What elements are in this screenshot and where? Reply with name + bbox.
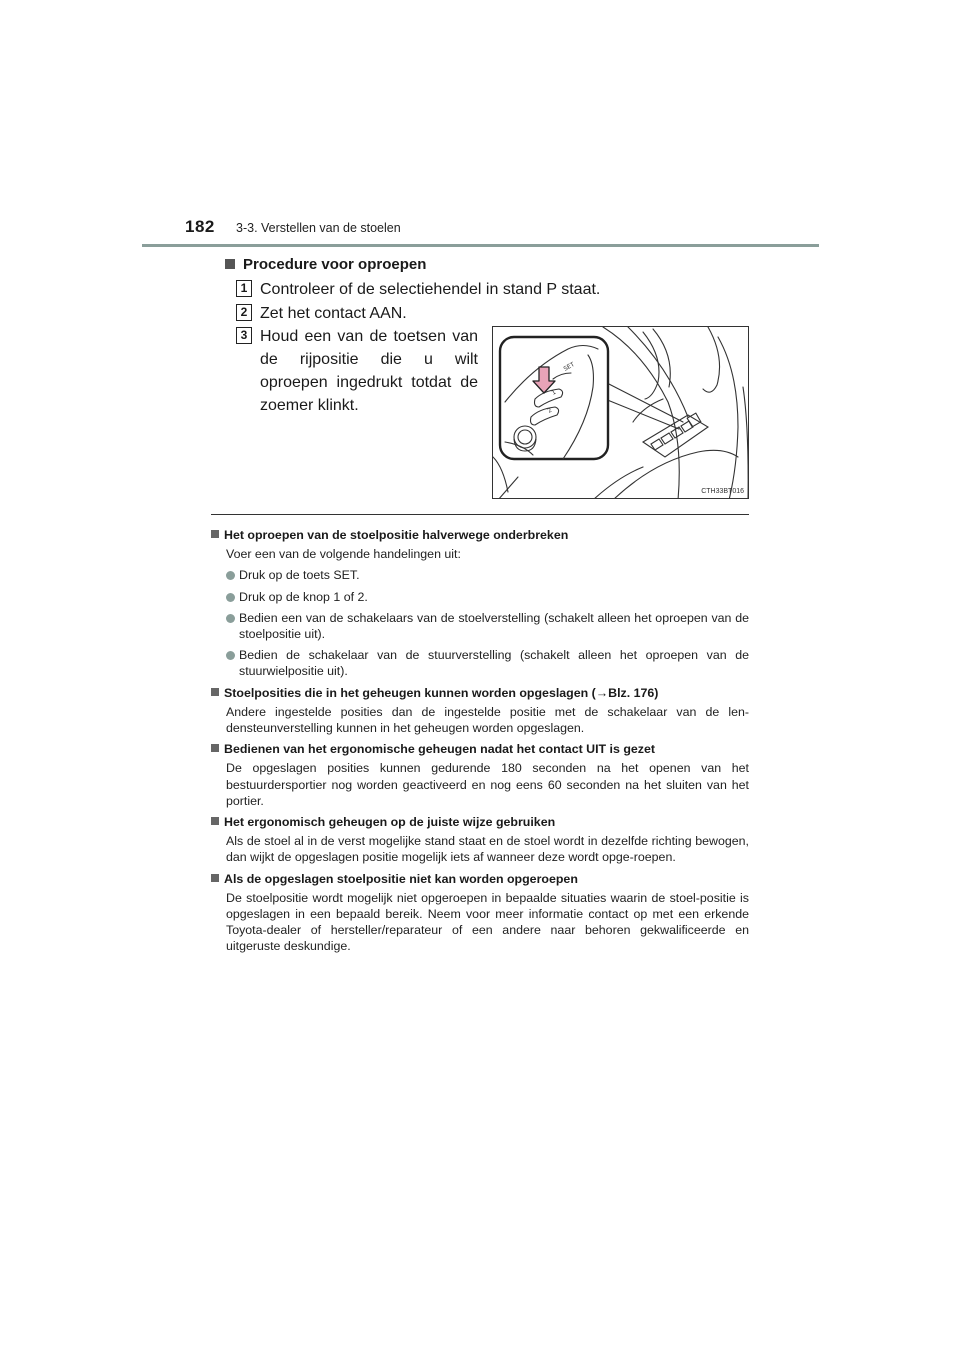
list-item — [226, 610, 749, 642]
running-header: 3-3. Verstellen van de stoelen — [236, 221, 401, 235]
step-text: Houd een van de toetsen van de rijpositie die u wilt oproepen ingedrukt totdat de zoemer klinkt. — [260, 328, 478, 414]
square-bullet-icon — [211, 744, 219, 752]
header-rule — [142, 244, 819, 247]
door-memory-switch-illustration — [492, 326, 749, 499]
page-number: 182 — [185, 217, 215, 236]
note-heading-text: Bedienen van het ergonomische geheugen nadat het contact UIT is gezet — [224, 742, 655, 757]
square-bullet-icon — [211, 874, 219, 882]
procedure-heading — [225, 256, 426, 273]
list-item-text: Druk op de toets SET. — [239, 568, 360, 583]
note-heading-text: Het ergonomisch geheugen op de juiste wijze gebruiken — [224, 815, 556, 830]
note-body: Als de stoel al in de verst mogelijke stand staat en de stoel wordt in dezelfde richting bewogen, dan wijkt de opgeslagen positie mogelijk iets af wanneer deze wordt opge-roepen. — [226, 834, 749, 865]
step-number-badge: 3 — [236, 327, 252, 344]
list-item-text: Druk op de knop 1 of 2. — [239, 589, 368, 604]
notes-rule — [211, 514, 749, 515]
square-bullet-icon — [225, 259, 235, 269]
note-heading — [211, 741, 749, 757]
note-body: De opgeslagen posities kunnen gedurende 180 seconden na het openen van het bestuurdersportier nog worden geactiveerd en nog eens 60 seconden na het sluiten van het portier. — [226, 761, 749, 808]
door-panel-drawing — [493, 327, 749, 499]
figure-code: CTH33BT016 — [701, 488, 744, 495]
step-number-badge: 2 — [236, 304, 252, 321]
step-number-badge: 1 — [236, 280, 252, 297]
note-heading — [211, 527, 749, 543]
bullet-dot-icon — [226, 614, 235, 623]
list-item-text: Bedien de schakelaar van de stuurverstelling (schakelt alleen het oproepen van de stuurwielpositie uit). — [239, 648, 749, 679]
step-text: Zet het contact AAN. — [260, 305, 407, 322]
note-heading-text: Het oproepen van de stoelpositie halverwege onderbreken — [224, 528, 569, 542]
note-heading-text: Als de opgeslagen stoelpositie niet kan worden opgeroepen — [224, 871, 578, 886]
bullet-dot-icon — [226, 593, 235, 602]
square-bullet-icon — [211, 817, 219, 825]
bullet-dot-icon — [226, 651, 235, 660]
note-body: De stoelpositie wordt mogelijk niet opgeroepen in bepaalde situaties waarin de stoel-positie is opgeslagen in een bepaald bereik. Neem voor meer informatie contact op met een erkende Toyota-dealer of hersteller/reparateur of een andere naar behoren gekwalificeerde en uitgeruste deskundige. — [226, 890, 749, 954]
note-body: Andere ingestelde posities dan de ingestelde positie met de schakelaar van de len-densteunverstelling kunnen in het geheugen worden opgeslagen. — [226, 704, 749, 736]
svg-text:SET: SET — [562, 361, 576, 373]
note-heading-text: Stoelposities die in het geheugen kunnen worden opgeslagen (→Blz. 176) — [224, 685, 659, 700]
notes-section — [211, 522, 749, 955]
list-item — [226, 589, 749, 605]
note-heading — [211, 685, 749, 701]
procedure-heading-text: Procedure voor oproepen — [243, 256, 427, 273]
svg-text:1: 1 — [550, 388, 558, 397]
note-heading — [211, 814, 749, 830]
list-item-text: Bedien een van de schakelaars van de stoelverstelling (schakelt alleen het oproepen van de stoelpositie uit). — [239, 610, 749, 642]
note-body: Voer een van de volgende handelingen uit: — [226, 547, 461, 562]
list-item — [226, 567, 749, 583]
square-bullet-icon — [211, 688, 219, 696]
list-item — [226, 647, 749, 679]
bullet-dot-icon — [226, 571, 235, 580]
square-bullet-icon — [211, 530, 219, 538]
note-heading — [211, 871, 749, 887]
svg-text:2: 2 — [546, 406, 554, 415]
step-text: Controleer of de selectiehendel in stand P staat. — [260, 281, 601, 298]
